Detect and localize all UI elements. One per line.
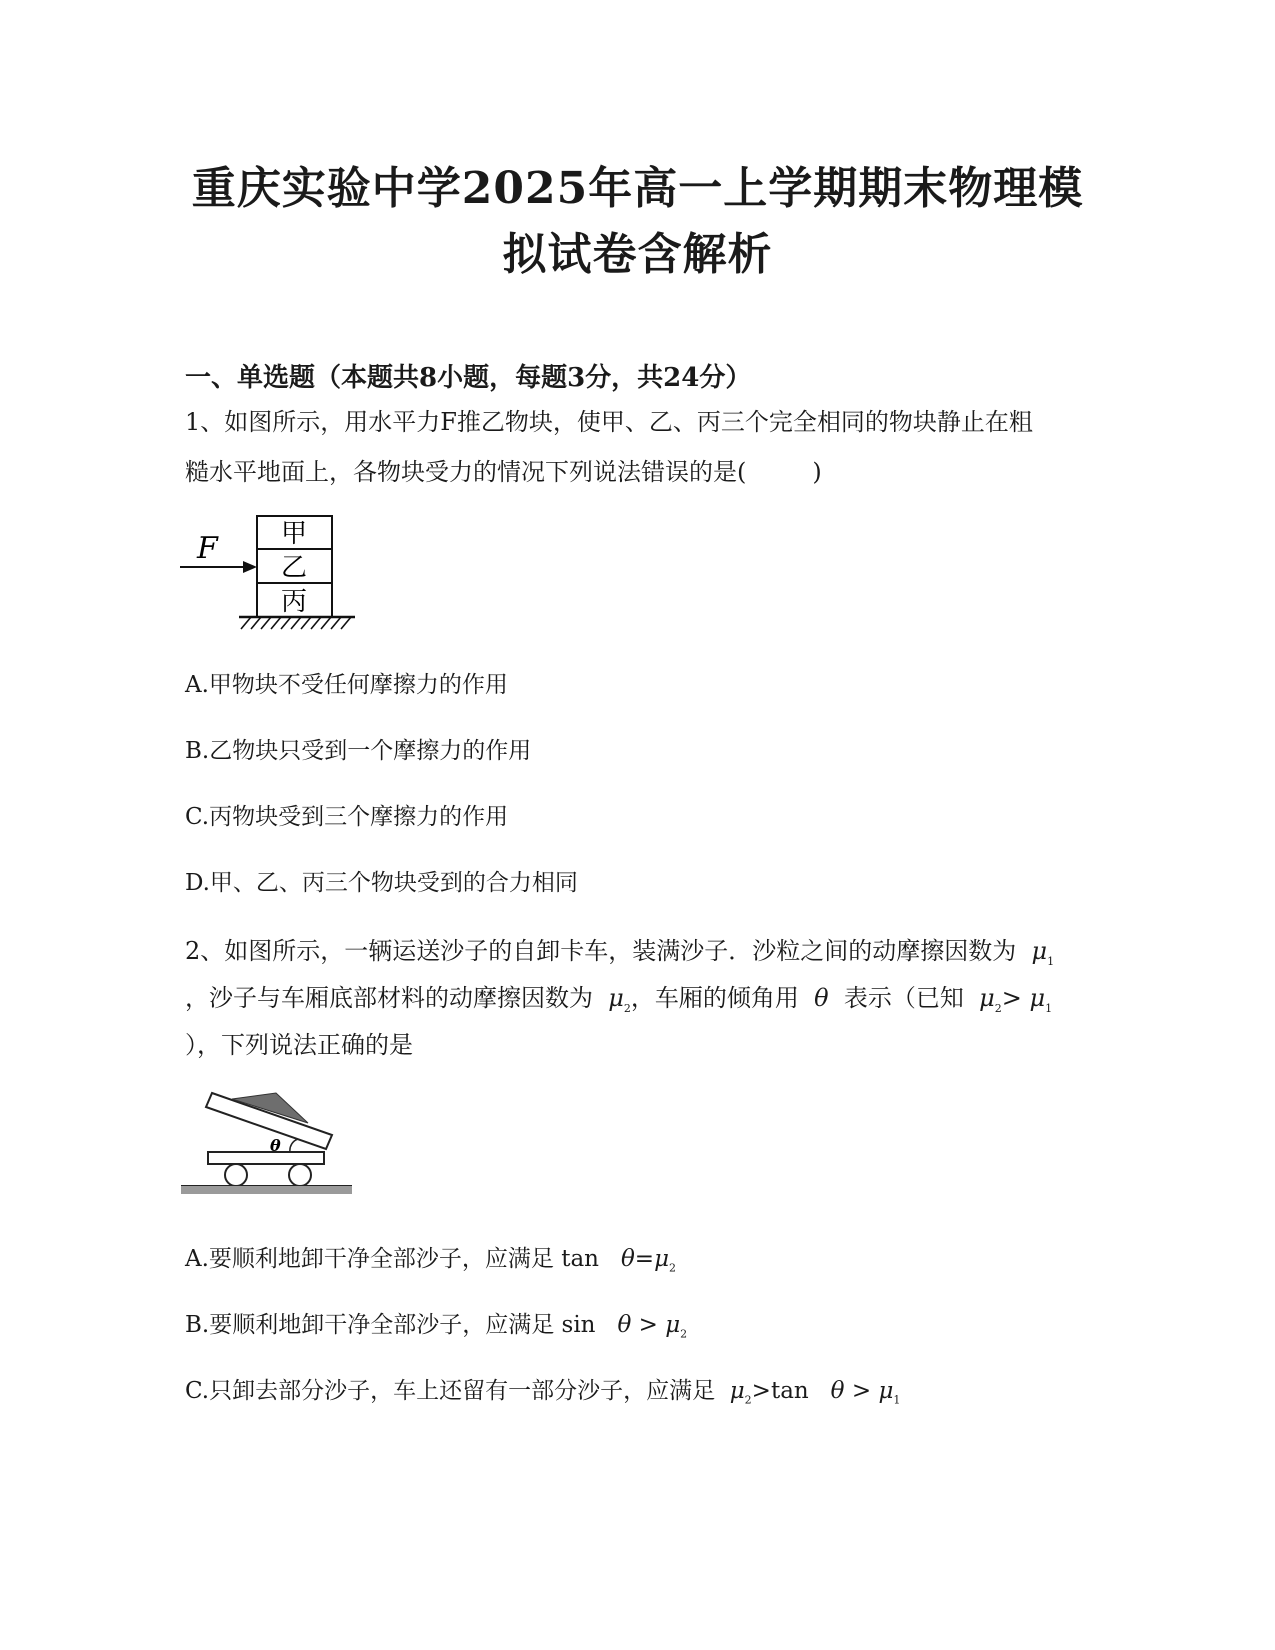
q1-stem-line1: 1、如图所示，用水平力F推乙物块，使甲、乙、丙三个完全相同的物块静止在粗 (185, 408, 1033, 436)
theta-symbol: θ (830, 1378, 845, 1404)
tan-text: tan (770, 1378, 809, 1404)
angle-arc (290, 1139, 298, 1152)
q2-option-a-text: A.要顺利地卸干净全部沙子，应满足 tan (185, 1246, 599, 1272)
document-title-line2: 拟试卷含解析 (502, 229, 773, 280)
section-heading: 一、单选题（本题共8小题，每题3分，共24分） (185, 363, 752, 393)
mu-symbol: μ (729, 1378, 745, 1404)
q2-stem-text2a: ，沙子与车厢底部材料的动摩擦因数为 (185, 984, 593, 1012)
mu-symbol: μ (1031, 937, 1048, 965)
mu-symbol: μ (979, 984, 995, 1012)
mu-symbol: μ (878, 1378, 894, 1404)
mu-subscript: 1 (893, 1393, 901, 1407)
mu-subscript: 2 (744, 1393, 752, 1407)
q2-stem-text2c: 表示（已知 (843, 984, 964, 1012)
q2-stem-line3: ），下列说法正确的是 (185, 1031, 413, 1059)
block-jia-label: 甲 (280, 519, 308, 549)
ground-hatching (181, 1186, 352, 1194)
document-title-line1: 重庆实验中学2025年高一上学期期末物理模 (191, 163, 1084, 214)
q1-stem-line2 (185, 452, 822, 487)
q2-figure (178, 1085, 358, 1200)
mu-symbol: μ (608, 984, 624, 1012)
mu-symbol: μ (654, 1246, 670, 1272)
mu-subscript: 2 (994, 1001, 1002, 1015)
truck-chassis (208, 1152, 324, 1164)
q2-stem-text2b: ，车厢的倾角用 (630, 984, 799, 1012)
q2-option-b (185, 1306, 687, 1341)
q2-stem-line2 (185, 978, 1052, 1015)
mu-subscript: 2 (680, 1327, 688, 1341)
force-label: F (197, 531, 218, 566)
q1-option-b: B.乙物块只受到一个摩擦力的作用 (185, 738, 532, 764)
q2-option-c-text: C.只卸去部分沙子，车上还留有一部分沙子，应满足 (185, 1378, 716, 1404)
q2-stem-text1: 2、如图所示，一辆运送沙子的自卸卡车，装满沙子．沙粒之间的动摩擦因数为 (185, 937, 1017, 965)
q2-option-b-text: B.要顺利地卸干净全部沙子，应满足 sin (185, 1312, 596, 1338)
gt-symbol: > (851, 1378, 872, 1404)
wheel-rear (225, 1164, 247, 1186)
q2-option-a (185, 1240, 676, 1275)
theta-symbol: θ (814, 984, 829, 1012)
gt-symbol: > (751, 1378, 771, 1404)
q2-stem-line1 (185, 931, 1054, 968)
mu-symbol: μ (1029, 984, 1046, 1012)
mu-subscript: 2 (669, 1261, 677, 1275)
q1-stem-text: 糙水平地面上，各物块受力的情况下列说法错误的是( (185, 458, 747, 486)
angle-label: θ (270, 1136, 281, 1155)
q1-option-c: C.丙物块受到三个摩擦力的作用 (185, 804, 509, 830)
q2-option-c (185, 1372, 900, 1407)
eq-symbol: = (634, 1246, 655, 1272)
theta-symbol: θ (620, 1246, 635, 1272)
mu-subscript: 2 (623, 1001, 631, 1015)
gt-symbol: > (638, 1312, 658, 1338)
wheel-front (289, 1164, 311, 1186)
block-yi-label: 乙 (280, 553, 308, 583)
gt-symbol: > (1001, 984, 1022, 1012)
q1-option-d: D.甲、乙、丙三个物块受到的合力相同 (185, 870, 578, 896)
force-arrow-head (243, 561, 257, 573)
block-bing-label: 丙 (280, 587, 308, 617)
q1-option-a: A.甲物块不受任何摩擦力的作用 (185, 672, 508, 698)
q1-stem-close: ) (812, 458, 822, 486)
mu-symbol: μ (665, 1312, 681, 1338)
q1-figure (175, 510, 365, 635)
mu-subscript: 1 (1045, 1001, 1053, 1015)
mu-subscript: 1 (1047, 954, 1055, 968)
theta-symbol: θ (617, 1312, 632, 1338)
ground-hatching (241, 617, 351, 629)
